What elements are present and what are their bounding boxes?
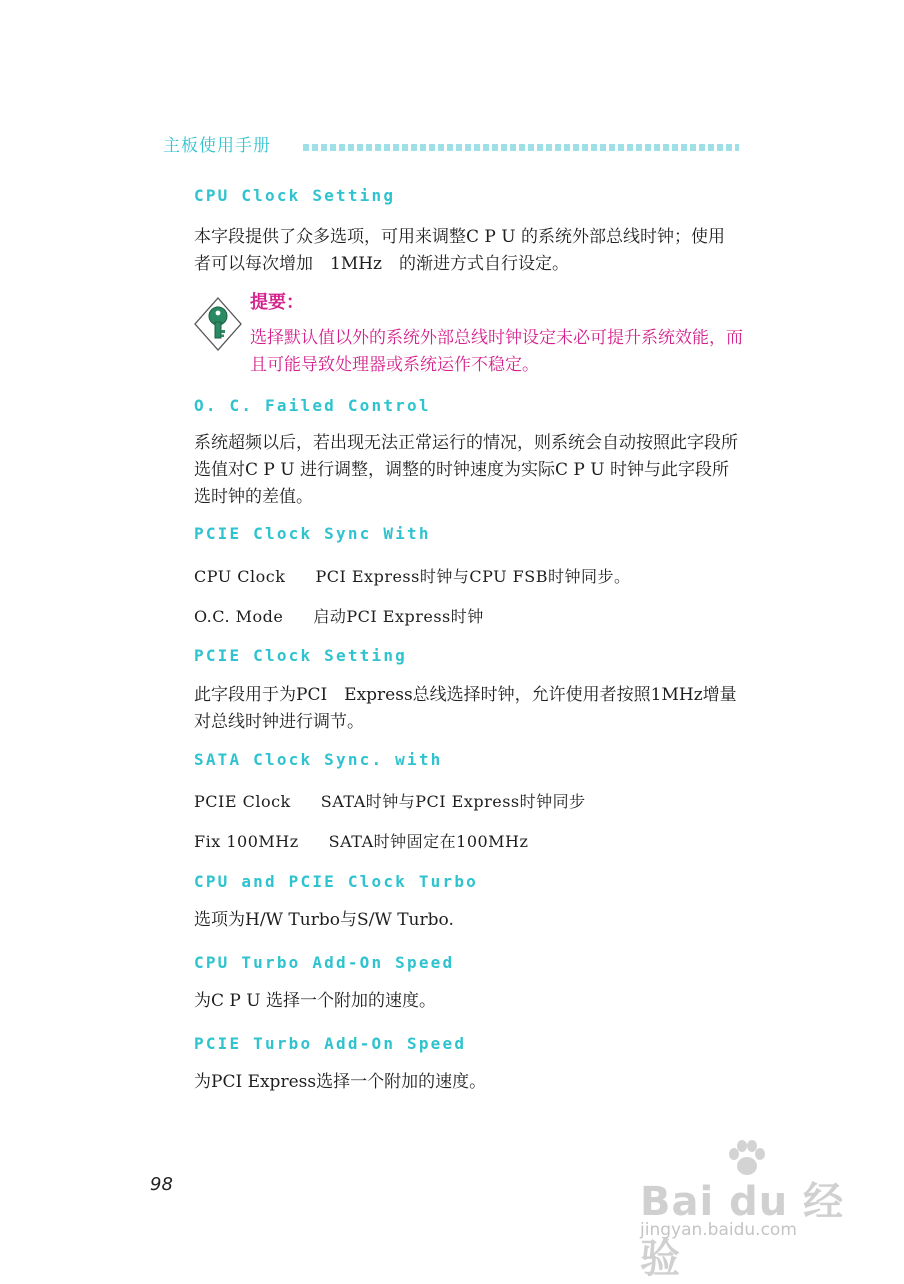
tip-text: 选择默认值以外的系统外部总线时钟设定未必可提升系统效能，而且可能导致处理器或系统运作不稳定。 bbox=[250, 328, 743, 375]
option-key: CPU Clock bbox=[194, 567, 286, 586]
heading-cpu-pcie-clock-turbo: CPU and PCIE Clock Turbo bbox=[194, 872, 478, 891]
heading-sata-clock-sync: SATA Clock Sync. with bbox=[194, 750, 443, 769]
heading-pcie-clock-sync: PCIE Clock Sync With bbox=[194, 524, 431, 543]
watermark-logo: Bai du 经验 bbox=[640, 1179, 845, 1282]
option-key: PCIE Clock bbox=[194, 792, 291, 811]
option-desc: 启动PCI Express时钟 bbox=[313, 607, 484, 626]
pcie-clock-description: 此字段用于为PCI Express总线选择时钟，允许使用者按照1MHz增量对总线时钟进行调节。 bbox=[194, 685, 737, 732]
header-title: 主板使用手册 bbox=[163, 136, 271, 156]
heading-pcie-clock-setting: PCIE Clock Setting bbox=[194, 646, 407, 665]
page-number: 98 bbox=[150, 1174, 173, 1195]
option-row bbox=[194, 604, 484, 627]
oc-failed-description: 系统超频以后，若出现无法正常运行的情况，则系统会自动按照此字段所选值对C P U 进行调整，调整的时钟速度为实际C P U 时钟与此字段所选时钟的差值。 bbox=[194, 433, 738, 507]
pcie-turbo-addon-description: 为PCI Express选择一个附加的速度。 bbox=[194, 1072, 487, 1092]
cpu-clock-description: 本字段提供了众多选项，可用来调整C P U 的系统外部总线时钟；使用者可以每次增加 1MHz 的渐进方式自行设定。 bbox=[194, 227, 725, 274]
heading-pcie-turbo-addon: PCIE Turbo Add-On Speed bbox=[194, 1034, 467, 1053]
option-desc: SATA时钟与PCI Express时钟同步 bbox=[320, 792, 586, 811]
option-desc: PCI Express时钟与CPU FSB时钟同步。 bbox=[315, 567, 631, 586]
option-key: O.C. Mode bbox=[194, 607, 284, 626]
option-key: Fix 100MHz bbox=[194, 832, 299, 851]
key-diamond-icon bbox=[193, 296, 243, 352]
watermark-url: jingyan.baidu.com bbox=[640, 1220, 797, 1240]
tip-label: 提要： bbox=[250, 292, 304, 313]
option-desc: SATA时钟固定在100MHz bbox=[328, 832, 529, 851]
heading-cpu-clock-setting: CPU Clock Setting bbox=[194, 186, 396, 205]
heading-oc-failed-control: O. C. Failed Control bbox=[194, 396, 431, 415]
heading-cpu-turbo-addon: CPU Turbo Add-On Speed bbox=[194, 953, 455, 972]
option-row bbox=[194, 829, 528, 852]
option-row bbox=[194, 564, 630, 587]
option-row bbox=[194, 789, 586, 812]
cpu-turbo-addon-description: 为C P U 选择一个附加的速度。 bbox=[194, 991, 436, 1011]
baidu-watermark bbox=[640, 1140, 880, 1282]
header-dotted-rule bbox=[303, 144, 739, 151]
cpu-pcie-turbo-description: 选项为H/W Turbo与S/W Turbo. bbox=[194, 910, 454, 930]
running-header bbox=[163, 131, 743, 155]
